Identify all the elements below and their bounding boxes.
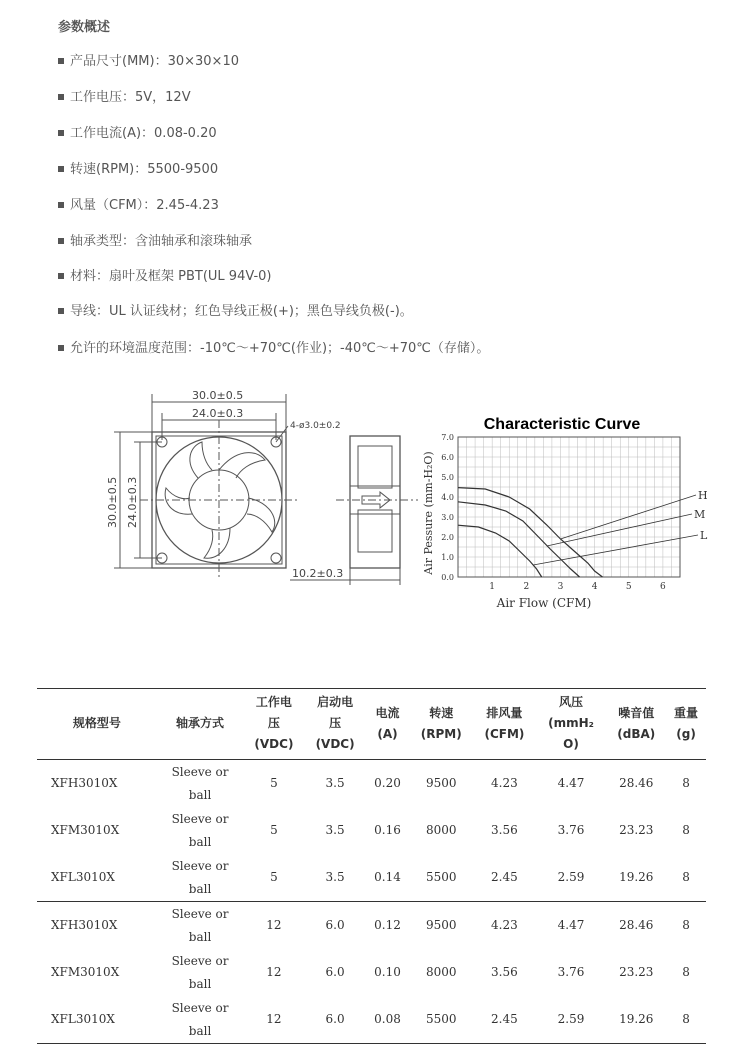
bullet-icon (58, 273, 64, 279)
dim-thickness: 10.2±0.3 (292, 567, 344, 580)
bullet-icon (58, 202, 64, 208)
bullet-icon (58, 94, 64, 100)
model-cell: XFL3010X (37, 854, 157, 902)
spec-text: 风量（CFM）：2.45-4.23 (70, 198, 219, 213)
weight-cell: 8 (682, 918, 690, 932)
rpm-cell: 5500 (409, 996, 473, 1044)
dim-hole-spacing-v: 24.0±0.3 (126, 476, 139, 528)
rpm-cell: 9500 (425, 776, 457, 790)
dim-hole-spacing: 24.0±0.3 (192, 407, 244, 420)
rpm-cell: 5500 (409, 854, 473, 902)
cfm-cell: 3.56 (491, 965, 518, 979)
header-line: (VDC) (315, 737, 355, 751)
model-cell: XFM3010X (51, 823, 120, 837)
spec-table (37, 688, 706, 1044)
dim-width: 30.0±0.5 (192, 389, 244, 402)
chart-title: Characteristic Curve (483, 416, 641, 433)
bearing-cell (157, 902, 244, 950)
spec-text: 导线：UL 认证线材；红色导线正极(+)；黑色导线负极(-)。 (70, 304, 413, 319)
pressure-cell: 2.59 (536, 854, 607, 902)
bearing-line: ball (188, 834, 212, 849)
noise-cell: 23.23 (619, 965, 654, 979)
bearing-line: ball (188, 976, 212, 991)
spec-text: 轴承类型：含油轴承和滚珠轴承 (70, 234, 253, 249)
header-line: (g) (676, 726, 696, 741)
noise-cell: 23.23 (619, 823, 654, 837)
spec-text: 工作电流(A)：0.08-0.20 (70, 126, 217, 141)
spec-item (58, 230, 252, 249)
header-line: (mmH₂ (548, 716, 594, 730)
weight-cell: 8 (682, 776, 690, 790)
table-header-cell (666, 688, 706, 760)
characteristic-curve-chart (412, 405, 712, 620)
voltage-cell: 12 (243, 996, 304, 1044)
header-line: (VDC) (254, 737, 294, 751)
rpm-cell: 8000 (425, 823, 457, 837)
pressure-cell: 3.76 (557, 965, 585, 979)
section-title: 参数概述 (58, 20, 111, 35)
y-axis-label: Air Pessure (mm-H₂O) (422, 451, 435, 575)
weight-cell: 8 (682, 965, 690, 979)
pressure-cell: 4.47 (557, 776, 585, 790)
pressure-cell: 2.59 (536, 996, 607, 1044)
table-row (37, 807, 706, 854)
noise-cell: 28.46 (619, 918, 654, 932)
table-header-cell (606, 688, 666, 760)
table-header-cell (157, 688, 244, 760)
x-tick-label: 4 (591, 582, 598, 592)
spec-item (58, 300, 413, 319)
header-line: 转速 (429, 705, 454, 720)
spec-text: 产品尺寸(MM)：30×30×10 (70, 54, 239, 69)
pressure-cell: 3.76 (557, 823, 585, 837)
table-row (37, 996, 706, 1044)
spec-text: 转速(RPM)：5500-9500 (70, 162, 219, 177)
cfm-cell: 4.23 (491, 776, 518, 790)
y-tick-label: 3.0 (441, 513, 454, 522)
bearing-cell (157, 949, 244, 996)
spec-item (58, 122, 217, 141)
series-label-h: H (698, 489, 708, 502)
series-label-l: L (700, 529, 708, 542)
header-line: 排风量 (486, 705, 523, 720)
model-cell: XFL3010X (37, 996, 157, 1044)
bullet-icon (58, 345, 64, 351)
bearing-cell (157, 996, 244, 1044)
start-cell: 3.5 (305, 854, 366, 902)
bullet-icon (58, 238, 64, 244)
spec-item (58, 50, 239, 69)
start-cell: 6.0 (305, 996, 366, 1044)
header-line: (RPM) (420, 726, 462, 741)
bearing-line: ball (188, 929, 212, 944)
bearing-line: Sleeve or (171, 906, 229, 921)
header-line: 规格型号 (72, 716, 121, 730)
pressure-cell: 4.47 (557, 918, 585, 932)
current-cell: 0.20 (374, 776, 401, 790)
bullet-icon (58, 308, 64, 314)
header-line: 电流 (375, 705, 400, 720)
spec-item (58, 194, 219, 213)
bearing-line: ball (188, 1023, 212, 1038)
cfm-cell: 2.45 (473, 996, 535, 1044)
table-header-cell (536, 688, 607, 760)
table-header-cell (305, 688, 366, 760)
table-header-cell (409, 688, 473, 760)
bearing-line: ball (188, 787, 212, 802)
header-line: 重量 (674, 705, 699, 720)
header-line: (CFM) (484, 726, 525, 741)
voltage-cell: 5 (270, 776, 278, 790)
header-line: (A) (377, 726, 398, 741)
header-line: 轴承方式 (176, 716, 225, 730)
table-header-row (37, 688, 706, 760)
current-cell: 0.16 (374, 823, 401, 837)
header-line: O) (563, 737, 579, 751)
weight-cell: 8 (666, 996, 706, 1044)
noise-cell: 19.26 (606, 854, 666, 902)
start-cell: 6.0 (325, 918, 345, 932)
spec-item (58, 86, 191, 105)
table-row (37, 949, 706, 996)
current-cell: 0.12 (374, 918, 401, 932)
spec-text: 材料：扇叶及框架 PBT(UL 94V-0) (70, 269, 272, 284)
dim-holes: 4-ø3.0±0.2 (290, 421, 341, 431)
bullet-icon (58, 58, 64, 64)
bullet-icon (58, 130, 64, 136)
table-row (37, 854, 706, 902)
x-tick-label: 2 (523, 582, 530, 592)
weight-cell: 8 (666, 854, 706, 902)
table-row (37, 760, 706, 808)
current-cell: 0.14 (366, 854, 410, 902)
dim-height: 30.0±0.5 (106, 476, 119, 528)
cfm-cell: 2.45 (473, 854, 535, 902)
series-label-m: M (694, 508, 706, 521)
series-leader-line (533, 535, 698, 565)
spec-item (58, 337, 489, 356)
header-line: (dBA) (617, 726, 656, 741)
table-header-cell (243, 688, 304, 760)
start-cell: 3.5 (325, 776, 345, 790)
header-line: 工作电 (255, 695, 292, 709)
bearing-cell (157, 854, 244, 902)
table-header-cell (473, 688, 535, 760)
bearing-line: Sleeve or (171, 1000, 229, 1015)
header-line: 噪音值 (618, 705, 655, 720)
bearing-line: ball (188, 881, 212, 896)
header-line: 启动电 (317, 695, 354, 709)
table-header-cell (366, 688, 410, 760)
voltage-cell: 5 (270, 823, 278, 837)
spec-item (58, 158, 218, 177)
y-tick-label: 6.0 (441, 453, 454, 462)
bearing-line: Sleeve or (171, 811, 229, 826)
x-tick-label: 3 (557, 582, 564, 592)
header-line: 压 (267, 716, 280, 730)
noise-cell: 19.26 (606, 996, 666, 1044)
bearing-line: Sleeve or (171, 953, 229, 968)
model-cell: XFH3010X (51, 776, 118, 790)
bearing-line: Sleeve or (171, 858, 229, 873)
y-tick-label: 0.0 (441, 573, 454, 582)
start-cell: 6.0 (325, 965, 345, 979)
bearing-line: Sleeve or (171, 764, 229, 779)
y-tick-label: 1.0 (441, 553, 454, 562)
y-tick-label: 5.0 (441, 473, 454, 482)
table-header-cell (37, 688, 157, 760)
table-row (37, 902, 706, 950)
cfm-cell: 3.56 (491, 823, 518, 837)
header-line: 压 (329, 716, 342, 730)
spec-item (58, 265, 272, 284)
x-tick-label: 6 (660, 582, 666, 592)
noise-cell: 28.46 (619, 776, 654, 790)
rpm-cell: 8000 (425, 965, 457, 979)
series-line-l (458, 525, 542, 577)
y-tick-label: 4.0 (441, 493, 454, 502)
spec-text: 允许的环境温度范围：-10℃～+70℃(作业)；-40℃～+70℃（存储）。 (70, 341, 490, 356)
bullet-icon (58, 166, 64, 172)
spec-text: 工作电压：5V，12V (70, 90, 191, 105)
x-axis-label: Air Flow (CFM) (496, 596, 592, 610)
voltage-cell: 12 (266, 918, 282, 932)
header-line: 风压 (559, 695, 584, 709)
rpm-cell: 9500 (425, 918, 457, 932)
current-cell: 0.08 (366, 996, 410, 1044)
y-tick-label: 7.0 (441, 433, 454, 442)
x-tick-label: 1 (489, 582, 496, 592)
model-cell: XFH3010X (51, 918, 118, 932)
voltage-cell: 12 (266, 965, 282, 979)
y-tick-label: 2.0 (441, 533, 454, 542)
bearing-cell (157, 760, 244, 808)
bearing-cell (157, 807, 244, 854)
series-leader-line (547, 514, 692, 546)
model-cell: XFM3010X (51, 965, 120, 979)
weight-cell: 8 (682, 823, 690, 837)
current-cell: 0.10 (374, 965, 401, 979)
cfm-cell: 4.23 (491, 918, 518, 932)
x-tick-label: 5 (625, 582, 632, 592)
voltage-cell: 5 (243, 854, 304, 902)
start-cell: 3.5 (325, 823, 345, 837)
